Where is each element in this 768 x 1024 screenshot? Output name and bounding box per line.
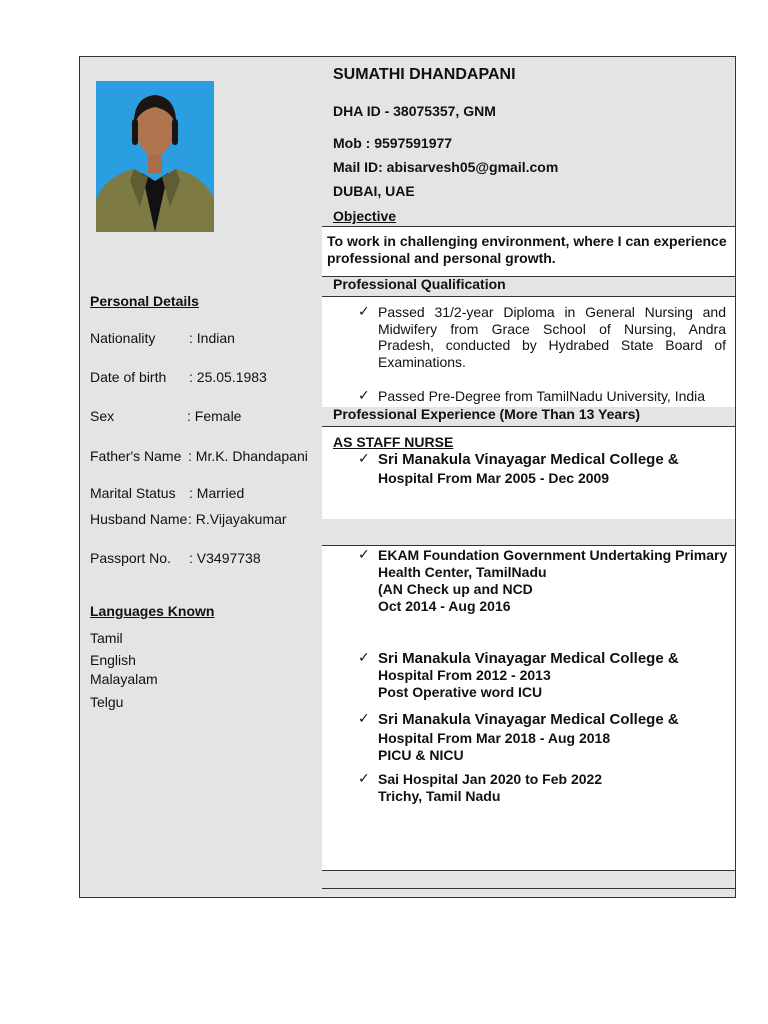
check-mark-icon: ✓: [358, 546, 370, 562]
personal-label: Nationality: [90, 330, 156, 346]
personal-label: Sex: [90, 408, 115, 424]
check-mark-icon: ✓: [358, 450, 370, 466]
experience-line: Oct 2014 - Aug 2016: [378, 598, 511, 614]
check-mark-icon: ✓: [358, 303, 370, 319]
objective-text-line1: To work in challenging environment, where I can experience: [327, 233, 727, 249]
language-item: Malayalam: [90, 671, 158, 687]
mobile: Mob : 9597591977: [333, 135, 453, 151]
personal-value: : Female: [187, 408, 242, 424]
personal-label: Date of birth: [90, 369, 167, 385]
check-mark-icon: ✓: [358, 387, 370, 403]
rule: [322, 226, 736, 227]
check-mark-icon: ✓: [358, 710, 370, 726]
personal-label: Father's Name: [90, 448, 182, 464]
experience-line: Sri Manakula Vinayagar Medical College &: [378, 711, 679, 728]
qualification-line: Examinations.: [378, 353, 466, 370]
experience-subheading: AS STAFF NURSE: [333, 434, 454, 450]
personal-value: : 25.05.1983: [189, 369, 267, 385]
objective-text-line2: professional and personal growth.: [327, 250, 556, 266]
personal-value: : Married: [189, 485, 245, 501]
experience-line: Sai Hospital Jan 2020 to Feb 2022: [378, 771, 603, 787]
rule: [322, 426, 736, 427]
experience-heading: Professional Experience (More Than 13 Years): [333, 406, 641, 422]
experience-item-3: [378, 650, 679, 701]
email: Mail ID: abisarvesh05@gmail.com: [333, 159, 559, 175]
experience-item-2: [378, 547, 727, 615]
experience-line: Trichy, Tamil Nadu: [378, 788, 501, 804]
check-mark-icon: ✓: [358, 770, 370, 786]
experience-line: Sri Manakula Vinayagar Medical College &: [378, 451, 679, 468]
experience-line: Hospital From Mar 2005 - Dec 2009: [378, 470, 610, 486]
language-item: Tamil: [90, 630, 123, 646]
experience-line: Sri Manakula Vinayagar Medical College &: [378, 650, 679, 667]
rule: [322, 870, 736, 871]
personal-heading: Personal Details: [90, 293, 199, 309]
experience-line: Post Operative word ICU: [378, 684, 543, 700]
experience-line: Hospital From 2012 - 2013: [378, 667, 551, 683]
objective-heading: Objective: [333, 208, 397, 224]
rule: [322, 888, 736, 889]
experience-item-5: [378, 771, 602, 805]
personal-value: : Mr.K. Dhandapani: [188, 448, 308, 464]
experience-line: Health Center, TamilNadu: [378, 564, 547, 580]
candidate-name: SUMATHI DHANDAPANI: [333, 66, 516, 83]
personal-value: : R.Vijayakumar: [188, 511, 287, 527]
person-photo-icon: [96, 81, 214, 232]
experience-line: (AN Check up and NCD: [378, 581, 533, 597]
dha-id: DHA ID - 38075357, GNM: [333, 103, 496, 119]
personal-value: : V3497738: [189, 550, 261, 566]
personal-label: Marital Status: [90, 485, 176, 501]
experience-line: PICU & NICU: [378, 747, 464, 763]
languages-heading: Languages Known: [90, 603, 215, 619]
qualification-line: Passed 31/2-year Diploma in General Nursing and: [378, 304, 726, 320]
personal-value: : Indian: [189, 330, 235, 346]
experience-item-4: [378, 711, 679, 764]
profile-photo: [96, 81, 214, 232]
qualification-item-1: [378, 304, 726, 370]
qualification-line: Pradesh, conducted by Hydrabed State Board of: [378, 337, 726, 353]
language-item: English: [90, 652, 136, 668]
qualification-line: Midwifery from Grace School of Nursing, Andra: [378, 320, 726, 337]
language-item: Telgu: [90, 694, 124, 710]
experience-line: Hospital From Mar 2018 - Aug 2018: [378, 730, 611, 746]
experience-item-1: [378, 451, 679, 487]
location: DUBAI, UAE: [333, 183, 415, 199]
qualification-heading: Professional Qualification: [333, 276, 506, 292]
personal-label: Husband Name: [90, 511, 188, 527]
check-mark-icon: ✓: [358, 649, 370, 665]
personal-label: Passport No.: [90, 550, 171, 566]
qualification-item-2: Passed Pre-Degree from TamilNadu University, India: [378, 388, 706, 404]
rule: [322, 545, 736, 546]
experience-line: EKAM Foundation Government Undertaking Primary: [378, 547, 728, 563]
rule: [322, 296, 736, 297]
